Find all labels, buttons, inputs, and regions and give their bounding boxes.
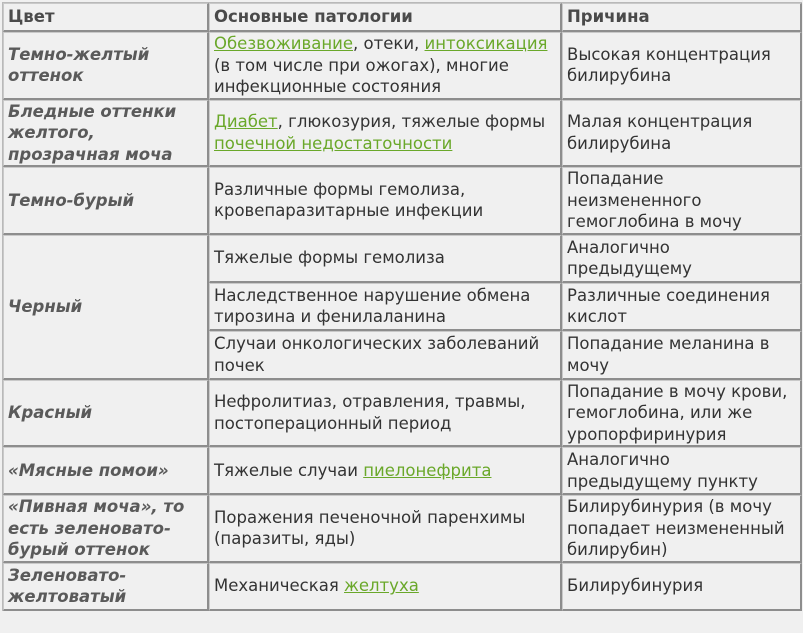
color-cell: Бледные оттенки желтого, прозрачная моча — [3, 100, 209, 168]
pathology-cell: Поражения печеночной паренхимы (паразиты, яды) — [209, 495, 562, 563]
table-row — [3, 32, 802, 100]
table-row — [3, 100, 802, 168]
pathology-cell: Тяжелые формы гемолиза — [209, 235, 562, 283]
pathology-cell — [209, 563, 562, 611]
pathology-cell: Случаи онкологических заболеваний почек — [209, 331, 562, 380]
table-row — [3, 167, 802, 235]
pathology-text: , глюкозурия, тяжелые формы — [277, 112, 546, 132]
pathology-cell: Наследственное нарушение обмена тирозина и фенилаланина — [209, 283, 562, 331]
color-cell: Черный — [3, 235, 209, 380]
pathology-text: , отеки, — [353, 34, 425, 53]
table-row — [3, 495, 802, 563]
link-renal-failure[interactable]: почечной недостаточности — [214, 133, 453, 153]
header-cause: Причина — [562, 3, 802, 32]
link-diabetes[interactable]: Диабет — [214, 112, 278, 132]
color-cell: «Мясные помои» — [3, 447, 209, 495]
pathology-text: Тяжелые случаи — [214, 460, 364, 480]
link-pyelonephritis[interactable]: пиелонефрита — [363, 460, 492, 480]
cause-cell: Аналогично предыдущему пункту — [562, 447, 802, 495]
cause-cell: Малая концентрация билирубина — [562, 100, 802, 168]
cause-cell: Попадание меланина в мочу — [562, 331, 802, 380]
color-cell: «Пивная моча», то есть зеленовато-бурый оттенок — [3, 495, 209, 563]
pathology-cell — [209, 100, 562, 168]
link-dehydration[interactable]: Обезвоживание — [214, 34, 353, 53]
cause-cell: Попадание в мочу крови, гемоглобина, или же уропорфиринурия — [562, 380, 802, 448]
table-row — [3, 447, 802, 495]
color-cell: Зеленовато-желтоватый — [3, 563, 209, 611]
color-cell: Темно-желтый оттенок — [3, 32, 209, 100]
cause-cell: Попадание неизмененного гемоглобина в мочу — [562, 167, 802, 235]
header-color: Цвет — [3, 3, 209, 32]
pathology-cell: Различные формы гемолиза, кровепаразитарные инфекции — [209, 167, 562, 235]
urine-color-table — [2, 2, 802, 611]
cause-cell: Высокая концентрация билирубина — [562, 32, 802, 100]
pathology-text: (в том числе при ожогах), многие инфекционные состояния — [214, 55, 509, 96]
pathology-cell — [209, 32, 562, 100]
cause-cell: Различные соединения кислот — [562, 283, 802, 331]
link-intoxication[interactable]: интоксикация — [424, 34, 548, 53]
header-row — [3, 3, 802, 32]
pathology-cell: Нефролитиаз, отравления, травмы, постоперационный период — [209, 380, 562, 448]
table-row — [3, 563, 802, 611]
color-cell: Темно-бурый — [3, 167, 209, 235]
color-cell: Красный — [3, 380, 209, 448]
pathology-cell — [209, 447, 562, 495]
link-jaundice[interactable]: желтуха — [344, 576, 419, 596]
table-row — [3, 380, 802, 448]
header-pathologies: Основные патологии — [209, 3, 562, 32]
cause-cell: Билирубинурия (в мочу попадает неизмененный билирубин) — [562, 495, 802, 563]
table-row — [3, 235, 802, 283]
cause-cell: Аналогично предыдущему — [562, 235, 802, 283]
pathology-text: Механическая — [214, 576, 344, 596]
cause-cell: Билирубинурия — [562, 563, 802, 611]
